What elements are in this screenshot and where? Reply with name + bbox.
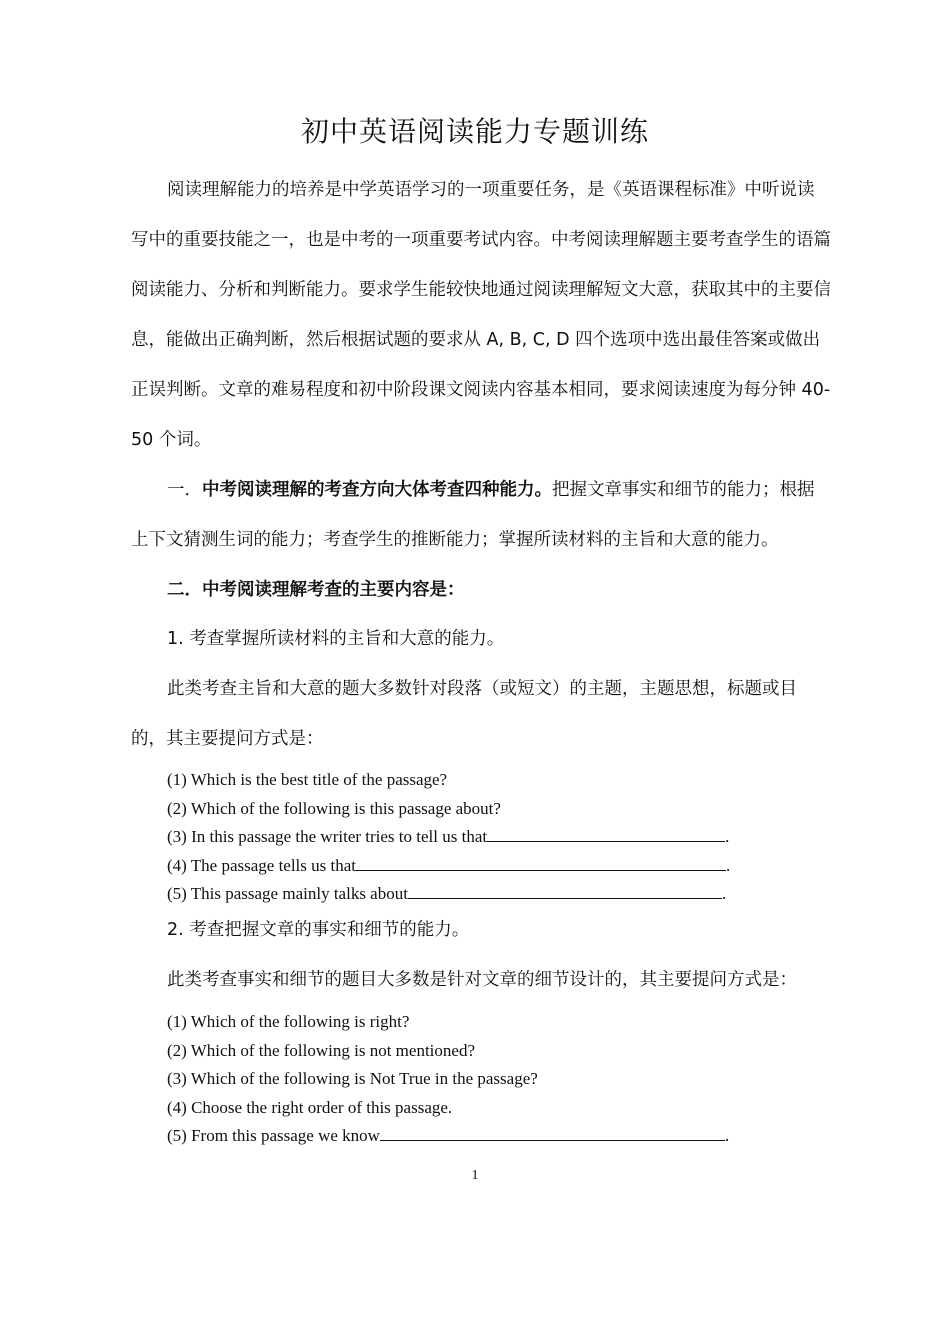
item1-heading: 1. 考查掌握所读材料的主旨和大意的能力。	[167, 629, 505, 649]
intro-paragraph: 阅读理解能力的培养是中学英语学习的一项重要任务，是《英语课程标准》中听说读写中的重要技能之一，也是中考的一项重要考试内容。中考阅读理解题主要考查学生的语篇阅读能力、分析和判断能力。要求学生能较快地通过阅读理解短文大意，获取其中的主要信息，能做出正确判断，然后根据试题的要求从 A, B, C, D 四个选项中选出最佳答案或做出正误判断。文章的难易程度和初中阶段课文阅读内容基本相同，要求阅读速度为每分钟 40-50 个词。	[131, 180, 831, 450]
question-text: (4) Choose the right order of this passage.	[167, 1097, 453, 1117]
item2-question-list	[167, 1008, 767, 1151]
question-item	[167, 1094, 767, 1123]
answer-blank	[487, 823, 725, 842]
item1-description: 此类考查主旨和大意的题大多数针对段落（或短文）的主题，主题思想，标题或目的，其主要提问方式是：	[131, 679, 797, 749]
section1-paragraph	[131, 465, 831, 565]
question-item	[167, 1008, 767, 1037]
question-item	[167, 795, 767, 824]
question-text: (5) This passage mainly talks about	[167, 884, 408, 903]
question-end-punctuation: .	[725, 827, 730, 846]
question-text: (1) Which is the best title of the passage?	[167, 770, 448, 789]
question-text: (2) Which of the following is not mentioned?	[167, 1040, 475, 1060]
page-number: 1	[471, 1168, 479, 1183]
question-item	[167, 823, 767, 852]
item2-description: 此类考查事实和细节的题目大多数是针对文章的细节设计的，其主要提问方式是：	[167, 970, 797, 990]
question-end-punctuation: .	[726, 855, 731, 875]
question-item	[167, 1122, 767, 1151]
question-text: (5) From this passage we know	[167, 1126, 380, 1145]
question-item	[167, 1037, 767, 1066]
page-title: 初中英语阅读能力专题训练	[300, 115, 649, 148]
question-item	[167, 1065, 767, 1094]
question-text: (3) Which of the following is Not True in the passage?	[167, 1069, 538, 1088]
question-item	[167, 766, 767, 795]
item2-heading: 2. 考查把握文章的事实和细节的能力。	[167, 920, 470, 940]
answer-blank	[356, 852, 726, 871]
question-text: (3) In this passage the writer tries to tell us that	[167, 827, 488, 846]
question-text: (4) The passage tells us that	[167, 855, 357, 875]
section1-prefix: 一．	[167, 480, 202, 500]
question-end-punctuation: .	[724, 1126, 730, 1145]
question-item	[167, 852, 767, 881]
section2-heading: 二．中考阅读理解考查的主要内容是：	[167, 580, 465, 600]
answer-blank	[408, 880, 722, 899]
section1-bold-text: 中考阅读理解的考查方向大体考查四种能力。	[202, 480, 552, 500]
question-end-punctuation: .	[721, 884, 727, 903]
answer-blank	[380, 1122, 725, 1141]
question-text: (2) Which of the following is this passage about?	[167, 798, 501, 818]
section1-rest: 把握文章事实和细节的能力；根据上下文猜测生词的能力；考查学生的推断能力；掌握所读材料的主旨和大意的能力。	[131, 480, 815, 550]
question-text: (1) Which of the following is right?	[167, 1012, 410, 1031]
item1-question-list	[167, 766, 767, 909]
